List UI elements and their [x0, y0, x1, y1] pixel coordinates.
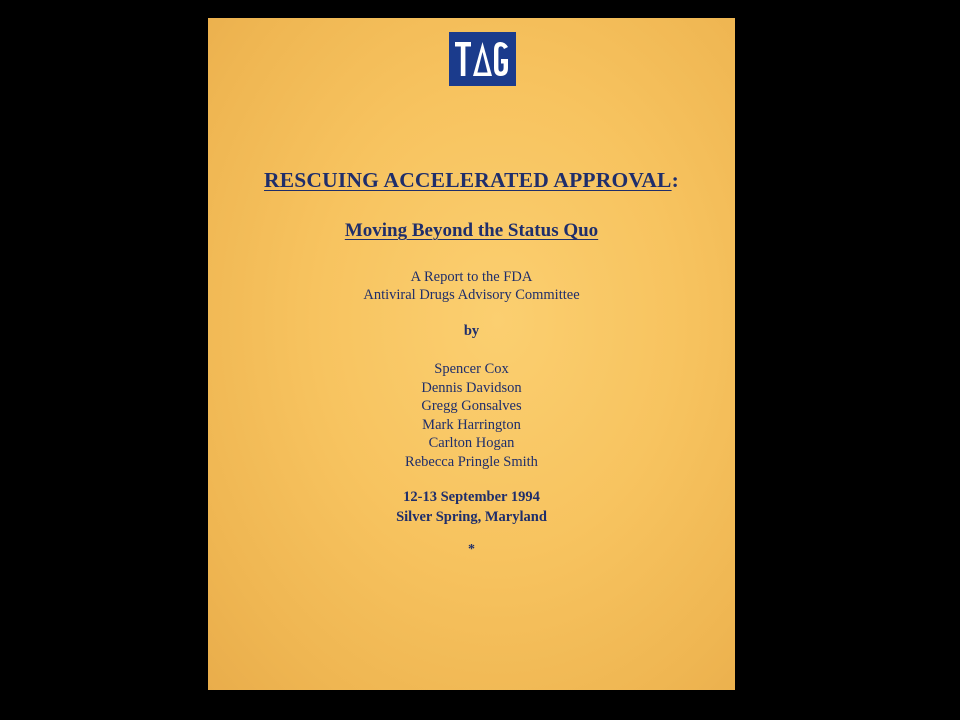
report-title-text: RESCUING ACCELERATED APPROVAL [264, 168, 672, 192]
author-name: Mark Harrington [422, 416, 521, 433]
tag-logo-mark [453, 37, 512, 81]
report-title [208, 168, 735, 193]
report-subtitle-text: Moving Beyond the Status Quo [344, 220, 599, 241]
tag-logo [449, 32, 516, 86]
author-name: Dennis Davidson [421, 379, 522, 396]
meeting-location: Silver Spring, Maryland [396, 509, 547, 525]
author-list [208, 360, 735, 472]
report-subtitle [208, 220, 735, 242]
report-title-colon: : [671, 168, 679, 192]
author-name: Rebecca Pringle Smith [405, 453, 538, 470]
author-name: Gregg Gonsalves [421, 398, 522, 415]
by-label: by [463, 323, 480, 339]
author-name: Carlton Hogan [428, 435, 515, 452]
report-cover [208, 18, 735, 690]
meeting-date: 12-13 September 1994 [403, 489, 540, 505]
ornament-asterisk: * [468, 542, 475, 557]
report-recipient-line-2: Antiviral Drugs Advisory Committee [363, 287, 580, 303]
report-recipient-line-1: A Report to the FDA [410, 269, 533, 285]
author-name: Spencer Cox [434, 361, 509, 377]
